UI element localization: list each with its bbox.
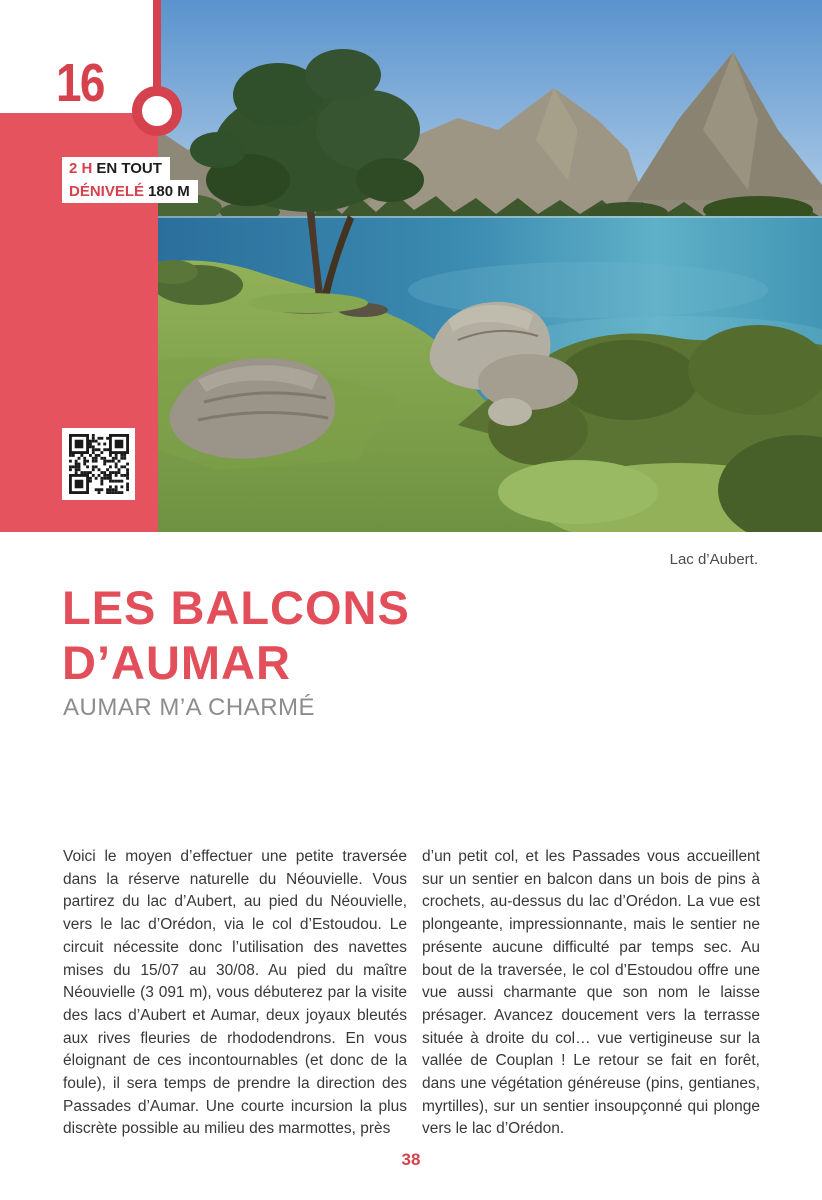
page-subtitle: AUMAR M’A CHARMÉ [63, 694, 316, 721]
elevation-badge [62, 180, 198, 203]
route-connector-line [153, 0, 161, 90]
route-number: 16 [56, 53, 104, 113]
duration-value: 2 H [69, 160, 93, 177]
body-column-1: Voici le moyen d’effectuer une petite traversée dans la réserve naturelle du Néouvielle. Vous partirez du lac d’Aubert, au pied du Néouvielle, vers le lac d’Orédon, via le col d’Estoudou. Le circuit nécessite donc l’utilisation des navettes mises du 15/07 au 30/08. Au pied du maître Néouvielle (3 091 m), vous débuterez par la visite des lacs d’Aubert et Aumar, deux joyaux bleutés aux rives fleuries de rhododendrons. En vous éloignant de ces incontournables (et donc de la foule), il sera temps de prendre la direction des Passades d’Aumar. Une courte incursion la plus discrète possible au milieu des marmottes, près [63, 848, 407, 1138]
route-marker-ring [132, 86, 182, 136]
qr-code-icon [62, 428, 135, 500]
duration-badge [62, 157, 170, 180]
body-column-2: d’un petit col, et les Passades vous accueillent sur un sentier en balcon dans un bois de pins à crochets, au-dessus du lac d’Orédon. La vue est plongeante, impressionnante, mais le sentier ne présente aucune difficulté par temps sec. Au bout de la traversée, le col d’Estoudou offre une vue aussi charmante que son nom le laisse présager. Avancez doucement vers la terrasse située à droite du col… vue vertigineuse sur la vallée de Couplan ! Le retour se fait en forêt, dans une végétation généreuse (pins, gentianes, myrtilles), sur un sentier insoupçonné qui plonge vers le lac d’Orédon. [422, 848, 760, 1138]
elevation-value: 180 M [148, 183, 190, 200]
hike-stats [62, 157, 198, 203]
duration-label: EN TOUT [96, 160, 162, 177]
title-line1: LES BALCONS [62, 581, 410, 634]
qr-code-pattern [69, 434, 129, 494]
photo-caption: Lac d’Aubert. [669, 551, 758, 568]
title-line2: D’AUMAR [62, 636, 291, 689]
elevation-label: DÉNIVELÉ [69, 183, 145, 200]
lake-photo [158, 0, 822, 532]
page-number: 38 [401, 1150, 421, 1169]
lake-photo-illustration [158, 0, 822, 532]
page-title [62, 580, 410, 690]
